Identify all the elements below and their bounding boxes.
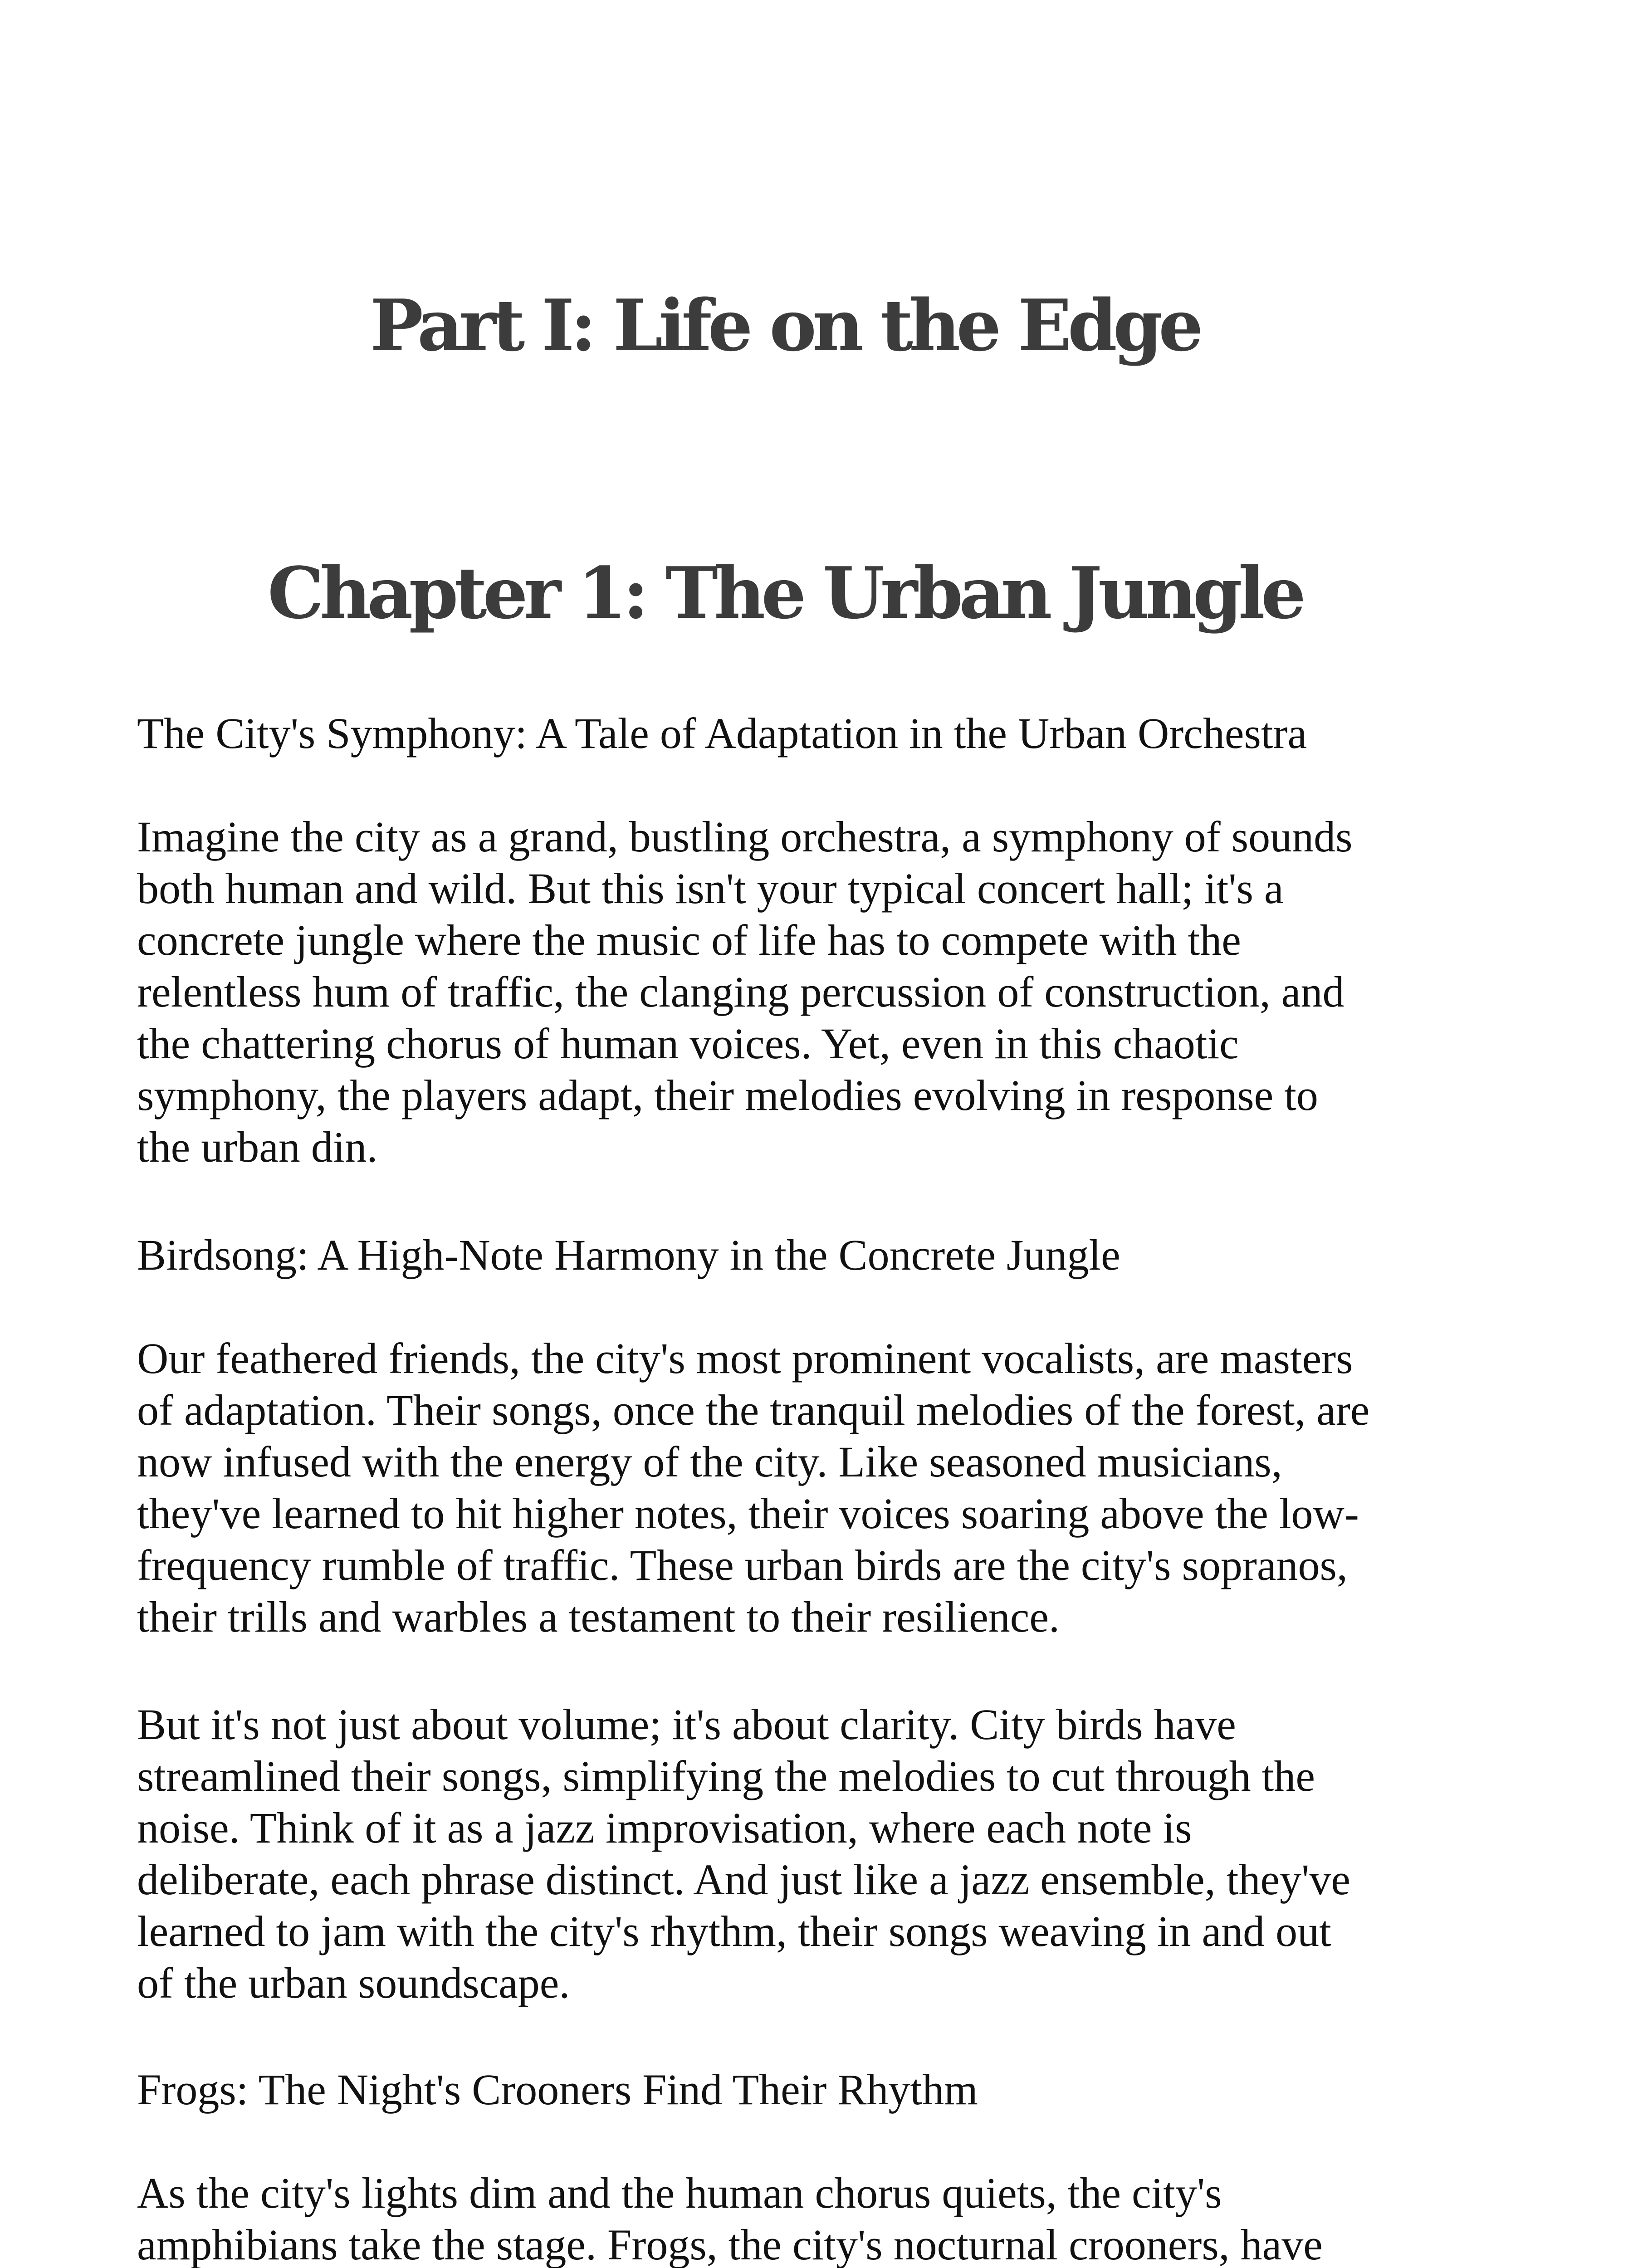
text-line: Our feathered friends, the city's most prominent vocalists, are masters bbox=[137, 1334, 1353, 1383]
text-line: noise. Think of it as a jazz improvisation, where each note is bbox=[137, 1804, 1192, 1852]
text-line: of adaptation. Their songs, once the tranquil melodies of the forest, are bbox=[137, 1386, 1370, 1434]
text-line: The City's Symphony: A Tale of Adaptation in the Urban Orchestra bbox=[137, 709, 1307, 758]
text-line: relentless hum of traffic, the clanging percussion of construction, and bbox=[137, 968, 1345, 1016]
text-line: of the urban soundscape. bbox=[137, 1959, 570, 2007]
text-line: But it's not just about volume; it's about clarity. City birds have bbox=[137, 1700, 1236, 1749]
text-line: now infused with the energy of the city. Like seasoned musicians, bbox=[137, 1437, 1282, 1486]
text-line: deliberate, each phrase distinct. And just like a jazz ensemble, they've bbox=[137, 1855, 1350, 1904]
subheading-frogs bbox=[137, 2064, 1452, 2116]
text-line: the urban din. bbox=[137, 1123, 378, 1171]
text-line: both human and wild. But this isn't your typical concert hall; it's a bbox=[137, 864, 1284, 913]
text-line: symphony, the players adapt, their melodies evolving in response to bbox=[137, 1071, 1318, 1119]
part-title: Part I: Life on the Edge bbox=[370, 284, 1200, 367]
paragraph-feathered bbox=[137, 1333, 1452, 1643]
paragraph-imagine bbox=[137, 811, 1452, 1173]
text-line: learned to jam with the city's rhythm, their songs weaving in and out bbox=[137, 1907, 1331, 1955]
text-line: concrete jungle where the music of life has to compete with the bbox=[137, 916, 1241, 964]
text-line: they've learned to hit higher notes, their voices soaring above the low- bbox=[137, 1489, 1359, 1538]
text-line: the chattering chorus of human voices. Yet, even in this chaotic bbox=[137, 1019, 1239, 1068]
subheading-city-symphony bbox=[137, 708, 1452, 759]
text-line: Imagine the city as a grand, bustling orchestra, a symphony of sounds bbox=[137, 812, 1353, 861]
text-line: Birdsong: A High-Note Harmony in the Concrete Jungle bbox=[137, 1231, 1120, 1279]
text-line: their trills and warbles a testament to their resilience. bbox=[137, 1593, 1060, 1641]
text-line: streamlined their songs, simplifying the melodies to cut through the bbox=[137, 1752, 1315, 1800]
text-line: Frogs: The Night's Crooners Find Their Rhythm bbox=[137, 2065, 978, 2114]
paragraph-lights-dim bbox=[137, 2167, 1452, 2268]
subheading-birdsong bbox=[137, 1229, 1452, 1281]
text-line: frequency rumble of traffic. These urban birds are the city's sopranos, bbox=[137, 1541, 1348, 1589]
paragraph-clarity bbox=[137, 1699, 1452, 2009]
chapter-title: Chapter 1: The Urban Jungle bbox=[267, 552, 1302, 635]
text-line: amphibians take the stage. Frogs, the city's nocturnal crooners, have bbox=[137, 2220, 1323, 2268]
text-line: As the city's lights dim and the human chorus quiets, the city's bbox=[137, 2169, 1222, 2217]
